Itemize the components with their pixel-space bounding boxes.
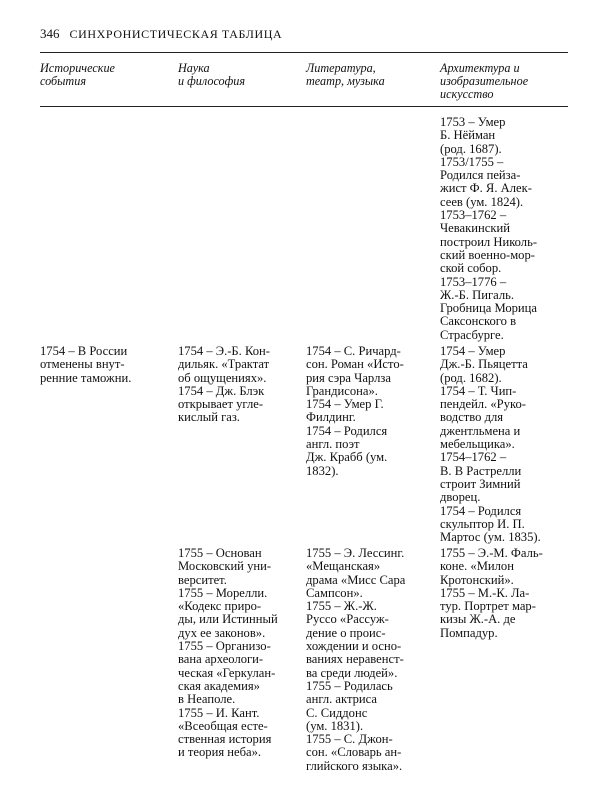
- entry-line: 1755 – Морелли.: [178, 585, 268, 600]
- entry-line: 1753/1755 –: [440, 154, 504, 169]
- entry-line: ский военно-мор-: [440, 247, 535, 262]
- entry-line: драма «Мисс Сара: [306, 572, 406, 587]
- entry-line: ваниях неравенст-: [306, 652, 404, 667]
- column-header-science: [178, 62, 245, 88]
- entry-line: сон. «Словарь ан-: [306, 745, 402, 760]
- entry-line: Б. Нёйман: [440, 128, 496, 143]
- column-header-line: события: [40, 74, 86, 88]
- entry-line: 1755 – Э.-М. Фаль-: [440, 546, 543, 560]
- entry-line: (род. 1687).: [440, 141, 502, 156]
- entry-line: мебельщика».: [440, 437, 515, 452]
- entry-line: 1755 – И. Кант.: [178, 705, 260, 720]
- column-header-history: [40, 62, 115, 88]
- literature-1754-entries: [306, 345, 404, 478]
- entry-line: ской собор.: [440, 261, 502, 276]
- entry-line: кизы Ж.-А. де: [440, 612, 516, 627]
- art-1753-entries: [440, 116, 537, 342]
- entry-line: рия сэра Чарлза: [306, 370, 391, 385]
- entry-line: (род. 1682).: [440, 370, 502, 385]
- entry-line: дворец.: [440, 490, 481, 505]
- history-1754-entries: [40, 345, 131, 385]
- entry-line: кислый газ.: [178, 410, 240, 425]
- entry-line: водство для: [440, 410, 504, 425]
- entry-line: Филдинг.: [306, 410, 356, 425]
- entry-line: джентльмена и: [440, 423, 521, 438]
- column-header-line: Наука: [178, 61, 210, 75]
- entry-line: Дж.-Б. Пьяцетта: [440, 357, 528, 372]
- entry-line: 1754 – В России: [40, 344, 128, 358]
- entry-line: открывает угле-: [178, 397, 264, 412]
- entry-line: Московский уни-: [178, 559, 272, 574]
- entry-line: Грандисона».: [306, 383, 378, 398]
- entry-line: 1754 – Родился: [306, 423, 388, 438]
- entry-line: ская академия»: [178, 678, 260, 693]
- entry-line: 1754 – Э.-Б. Кон-: [178, 344, 270, 358]
- entry-line: дение о проис-: [306, 625, 386, 640]
- entry-line: Дж. Крабб (ум.: [306, 450, 388, 465]
- entry-line: 1755 – М.-К. Ла-: [440, 585, 530, 600]
- entry-line: (ум. 1831).: [306, 718, 364, 733]
- header-top-rule: [40, 52, 568, 53]
- entry-line: Гробница Морица: [440, 301, 537, 316]
- entry-line: «Всеобщая есте-: [178, 718, 268, 733]
- entry-line: в Неаполе.: [178, 692, 236, 707]
- entry-line: Мартос (ум. 1835).: [440, 530, 541, 545]
- column-header-line: театр, музыка: [306, 74, 385, 88]
- header-bottom-rule: [40, 106, 568, 107]
- column-header-line: Исторические: [40, 61, 115, 75]
- literature-1755-entries: [306, 547, 405, 773]
- entry-line: Сампсон».: [306, 585, 363, 600]
- entry-line: 1832).: [306, 463, 339, 478]
- entry-line: 1754 – Т. Чип-: [440, 383, 517, 398]
- entry-line: «Кодекс приро-: [178, 599, 262, 614]
- column-header-line: Литература,: [306, 61, 376, 75]
- entry-line: Руссо «Рассуж-: [306, 612, 389, 627]
- entry-line: ренние таможни.: [40, 370, 132, 385]
- entry-line: 1755 – Родилась: [306, 678, 393, 693]
- entry-line: 1755 – Ж.-Ж.: [306, 599, 377, 614]
- entry-line: ческая «Геркулан-: [178, 665, 276, 680]
- column-header-line: Архитектура и: [440, 61, 520, 75]
- entry-line: Помпадур.: [440, 625, 498, 640]
- science-1754-entries: [178, 345, 270, 425]
- entry-line: ва среди людей».: [306, 665, 398, 680]
- entry-line: 1755 – Основан: [178, 546, 262, 560]
- entry-line: хождении и осно-: [306, 639, 402, 654]
- entry-line: дильяк. «Трактат: [178, 357, 270, 372]
- art-1754-entries: [440, 345, 541, 544]
- entry-line: 1754 – Родился: [440, 503, 522, 518]
- entry-line: скульптор И. П.: [440, 516, 525, 531]
- entry-line: 1754–1762 –: [440, 450, 507, 465]
- entry-line: строит Зимний: [440, 476, 521, 491]
- science-1755-entries: [178, 547, 278, 760]
- entry-line: 1755 – Организо-: [178, 639, 271, 654]
- entry-line: ды, или Истинный: [178, 612, 278, 627]
- entry-line: 1755 – С. Джон-: [306, 732, 393, 747]
- entry-line: глийского языка».: [306, 758, 403, 773]
- entry-line: 1753–1776 –: [440, 274, 507, 289]
- art-1755-entries: [440, 547, 543, 640]
- entry-line: 1753–1762 –: [440, 208, 507, 223]
- column-header-line: и философия: [178, 74, 246, 88]
- entry-line: С. Сиддонс: [306, 705, 368, 720]
- entry-line: сеев (ум. 1824).: [440, 194, 524, 209]
- entry-line: В. В Растрелли: [440, 463, 522, 478]
- entry-line: «Мещанская»: [306, 559, 381, 574]
- entry-line: 1753 – Умер: [440, 115, 506, 129]
- entry-line: 1755 – Э. Лессинг.: [306, 546, 405, 560]
- entry-line: Страсбурге.: [440, 327, 504, 342]
- entry-line: пендейл. «Руко-: [440, 397, 526, 412]
- entry-line: и теория неба».: [178, 745, 262, 760]
- running-title: СИНХРОНИСТИЧЕСКАЯ ТАБЛИЦА: [69, 27, 283, 41]
- entry-line: 1754 – Умер: [440, 344, 506, 358]
- entry-line: англ. поэт: [306, 437, 360, 452]
- page-number: 346: [40, 26, 60, 41]
- entry-line: отменены внут-: [40, 357, 125, 372]
- entry-line: Родился пейза-: [440, 168, 521, 183]
- entry-line: дух ее законов».: [178, 625, 266, 640]
- entry-line: об ощущениях».: [178, 370, 267, 385]
- entry-line: Ж.-Б. Пигаль.: [440, 287, 515, 302]
- entry-line: 1754 – Дж. Блэк: [178, 383, 265, 398]
- entry-line: Чевакинский: [440, 221, 510, 236]
- entry-line: Саксонского в: [440, 314, 517, 329]
- entry-line: вана археологи-: [178, 652, 264, 667]
- entry-line: англ. актриса: [306, 692, 378, 707]
- entry-line: сон. Роман «Исто-: [306, 357, 404, 372]
- entry-line: 1754 – С. Ричард-: [306, 344, 401, 358]
- entry-line: тур. Портрет мар-: [440, 599, 536, 614]
- column-header-art: [440, 62, 528, 101]
- column-header-line: искусство: [440, 87, 494, 101]
- column-header-line: изобразительное: [440, 74, 529, 88]
- entry-line: верситет.: [178, 572, 227, 587]
- entry-line: коне. «Милон: [440, 559, 514, 574]
- entry-line: Кротонский».: [440, 572, 514, 587]
- entry-line: жист Ф. Я. Алек-: [440, 181, 532, 196]
- entry-line: построил Николь-: [440, 234, 538, 249]
- column-header-literature: [306, 62, 385, 88]
- entry-line: ственная история: [178, 732, 272, 747]
- running-head: [40, 26, 282, 42]
- entry-line: 1754 – Умер Г.: [306, 397, 384, 412]
